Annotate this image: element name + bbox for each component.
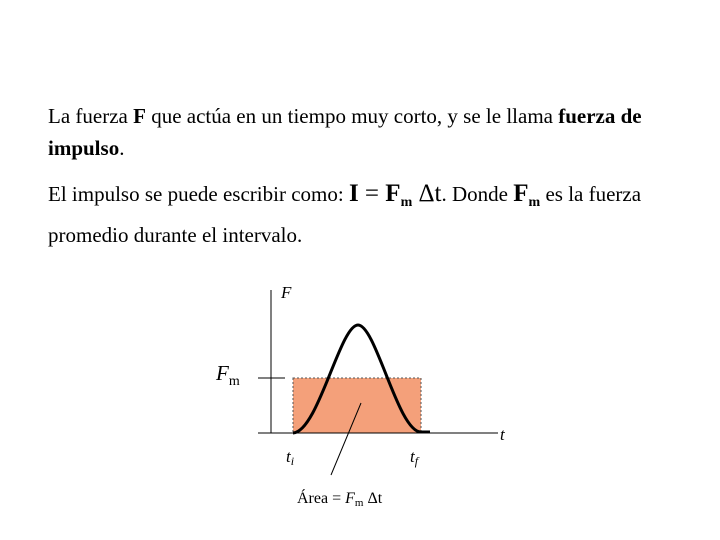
p2-text-1: El impulso se puede escribir como: <box>48 182 349 206</box>
ti-label-t: t <box>286 447 291 466</box>
fm-label <box>215 361 240 389</box>
area-suffix: Δt <box>363 490 383 507</box>
p1-text-2: que actúa en un tiempo muy corto, y se le llama <box>145 104 559 128</box>
fm-label-F: F <box>216 361 229 385</box>
tf-label-t: t <box>410 447 415 466</box>
area-prefix: Área = <box>297 490 346 507</box>
area-formula-label <box>297 488 383 509</box>
p2-fm-subscript: m <box>400 195 413 210</box>
p1-text-3: . <box>119 136 125 160</box>
p2-text-2: . Donde <box>441 182 514 206</box>
p2-fm-symbol-2: F <box>513 180 529 207</box>
y-axis-label: F <box>281 283 292 302</box>
fm-label-sub: m <box>228 374 240 389</box>
p2-text-3: es la fuerza promedio durante el intervalo. <box>48 182 642 247</box>
p2-impulse-symbol: I <box>348 180 359 207</box>
p1-bold-term: fuerza de impulso <box>48 104 642 160</box>
p2-delta-t: Δt <box>412 180 442 207</box>
x-axis-label: t <box>500 425 505 444</box>
tf-label <box>410 447 420 468</box>
p2-fm-symbol: F <box>385 180 401 207</box>
tf-label-sub: f <box>414 454 419 468</box>
p1-text-1: La fuerza <box>48 104 134 128</box>
p2-equals: = <box>358 180 386 207</box>
p2-fm-subscript-2: m <box>528 195 541 210</box>
area-sub: m <box>354 497 364 509</box>
average-force-area <box>293 378 421 433</box>
ti-label <box>286 447 294 468</box>
ti-label-sub: i <box>290 454 295 468</box>
area-F: F <box>345 490 355 507</box>
p1-bold-F: F <box>133 104 146 128</box>
